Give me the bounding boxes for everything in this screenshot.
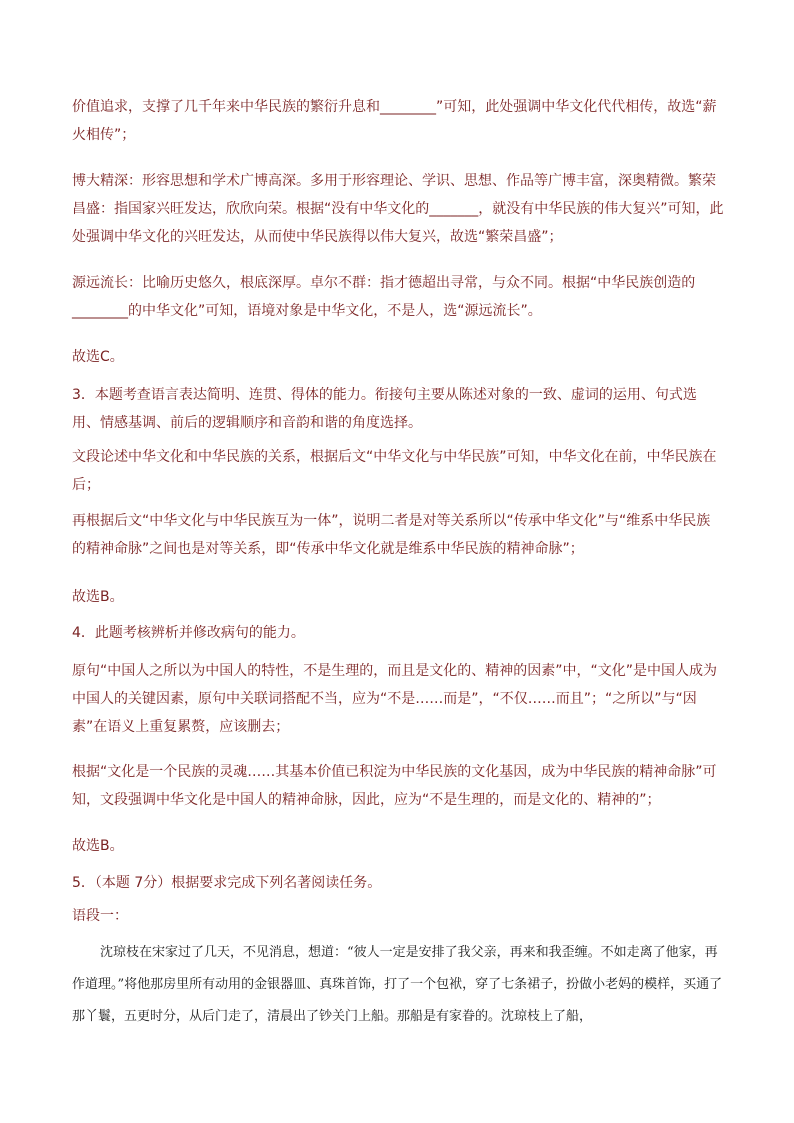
passage-label: 语段一： bbox=[72, 908, 128, 924]
paragraph-q4-analysis-2: 根据“文化是一个民族的灵魂……其基本价值已积淀为中华民族的文化基因，成为中华民族的精神命脉”可知，文段强调中华文化是中国人的精神命脉，因此，应为“不是生理的，而是文化的、精神的”； bbox=[72, 764, 717, 808]
passage-excerpt: 沈琼枝在宋家过了几天，不见消息，想道：“彼人一定是安排了我父亲，再来和我歪缠。不如走离了他家，再作道理。”将他那房里所有动用的金银器皿、真珠首饰，打了一个包袱，穿了七条裙子，扮做小老妈的模样，买通了那丫鬟，五更时分，从后门走了，清晨出了钞关门上船。那船是有家眷的。沈琼枝上了船， bbox=[72, 945, 723, 1024]
answer-line-b-1: 故选B。 bbox=[72, 589, 124, 605]
question-5-heading: 5．（本题 7分）根据要求完成下列名著阅读任务。 bbox=[72, 875, 382, 891]
answer-line-b-2: 故选B。 bbox=[72, 838, 124, 854]
paragraph-q3-analysis-2: 再根据后文“中华文化与中华民族互为一体”，说明二者是对等关系所以“传承中华文化”与“维系中华民族的精神命脉”之间也是对等关系，即“传承中华文化就是维系中华民族的精神命脉”； bbox=[72, 513, 711, 557]
paragraph-q3-analysis-1: 文段论述中华文化和中华民族的关系，根据后文“中华文化与中华民族”可知，中华文化在前，中华民族在后； bbox=[72, 449, 717, 493]
paragraph-xinhuo: 价值追求，支撑了几千年来中华民族的繁衍升息和________”可知，此处强调中华文化代代相传，故选“薪火相传”； bbox=[72, 99, 717, 143]
paragraph-q4-analysis-1: 原句“中国人之所以为中国人的特性，不是生理的，而且是文化的、精神的因素”中，“文化”是中国人成为中国人的关键因素，原句中关联词搭配不当，应为“不是……而是”，“不仅……而且”；“之所以”与“因素”在语义上重复累赘，应该删去； bbox=[72, 663, 718, 735]
question-4-heading: 4．此题考核辨析并修改病句的能力。 bbox=[72, 625, 305, 641]
paragraph-yuanyuanliuchang: 源远流长：比喻历史悠久，根底深厚。卓尔不群：指才德超出寻常，与众不同。根据“中华民族创造的________的中华文化”可知，语境对象是中华文化，不是人，选“源远流长”。 bbox=[72, 275, 696, 319]
question-3-heading: 3．本题考查语言表达简明、连贯、得体的能力。衔接句主要从陈述对象的一致、虚词的运用、句式选用、情感基调、前后的逻辑顺序和音韵和谐的角度选择。 bbox=[72, 387, 697, 431]
paragraph-bodajingshen: 博大精深：形容思想和学术广博高深。多用于形容理论、学识、思想、作品等广博丰富，深奥精微。繁荣昌盛：指国家兴旺发达，欣欣向荣。根据“没有中华文化的_______，就没有中华民族的伟大复兴”可知，此处强调中华文化的兴旺发达，从而使中华民族得以伟大复兴，故选“繁荣昌盛”； bbox=[72, 173, 724, 245]
answer-line-c: 故选C。 bbox=[72, 349, 124, 365]
